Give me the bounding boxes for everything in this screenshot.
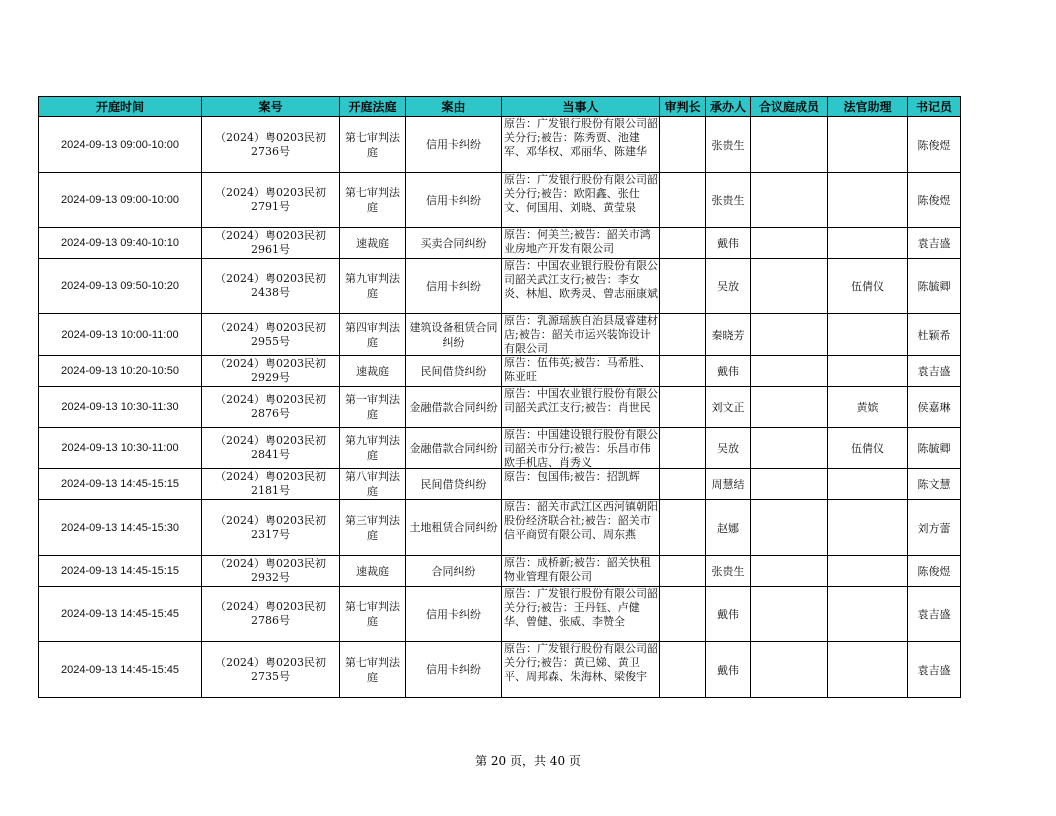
- cell-clerk: 陈俊煜: [908, 117, 961, 173]
- cell-judge-assistant: [828, 587, 908, 642]
- cell-courtroom: 第四审判法庭: [340, 314, 406, 356]
- cell-cause: 民间借贷纠纷: [406, 469, 502, 500]
- cell-handler: 戴伟: [706, 642, 751, 698]
- cell-hearing-time: 2024-09-13 09:00-10:00: [39, 173, 202, 228]
- cell-panel-members: [751, 587, 828, 642]
- cell-panel-members: [751, 356, 828, 387]
- cell-courtroom: 第一审判法庭: [340, 387, 406, 428]
- cell-parties: 原告：乳源瑶族自治县晟睿建材店;被告：韶关市运兴装饰设计有限公司: [502, 314, 660, 356]
- header-courtroom: 开庭法庭: [340, 97, 406, 117]
- cell-handler: 戴伟: [706, 228, 751, 259]
- cell-clerk: 袁吉盛: [908, 642, 961, 698]
- cell-courtroom: 第七审判法庭: [340, 642, 406, 698]
- cell-courtroom: 第三审判法庭: [340, 500, 406, 556]
- table-row: [39, 356, 961, 387]
- cell-judge-assistant: [828, 228, 908, 259]
- cell-case-number: （2024）粤0203民初2317号: [202, 500, 340, 556]
- cell-handler: 戴伟: [706, 356, 751, 387]
- table-row: [39, 428, 961, 469]
- cell-panel-members: [751, 500, 828, 556]
- cell-presiding-judge: [660, 469, 706, 500]
- cell-panel-members: [751, 314, 828, 356]
- cell-presiding-judge: [660, 587, 706, 642]
- table-row: [39, 228, 961, 259]
- cell-handler: 赵娜: [706, 500, 751, 556]
- table-row: [39, 173, 961, 228]
- cell-hearing-time: 2024-09-13 14:45-15:45: [39, 642, 202, 698]
- cell-clerk: 刘方蕾: [908, 500, 961, 556]
- table-row: [39, 500, 961, 556]
- table-row: [39, 259, 961, 314]
- cell-judge-assistant: 伍倩仪: [828, 428, 908, 469]
- cell-cause: 信用卡纠纷: [406, 173, 502, 228]
- cell-courtroom: 速裁庭: [340, 356, 406, 387]
- cell-cause: 信用卡纠纷: [406, 642, 502, 698]
- cell-clerk: 陈毓卿: [908, 259, 961, 314]
- cell-courtroom: 第七审判法庭: [340, 117, 406, 173]
- cell-parties: 原告：中国农业银行股份有限公司韶关武江支行;被告：李女炎、林旭、欧秀灵、曾志丽康斌: [502, 259, 660, 314]
- header-cause: 案由: [406, 97, 502, 117]
- cell-courtroom: 第八审判法庭: [340, 469, 406, 500]
- cell-cause: 金融借款合同纠纷: [406, 387, 502, 428]
- cell-case-number: （2024）粤0203民初2841号: [202, 428, 340, 469]
- cell-cause: 民间借贷纠纷: [406, 356, 502, 387]
- header-parties: 当事人: [502, 97, 660, 117]
- cell-clerk: 杜颖希: [908, 314, 961, 356]
- cell-clerk: 袁吉盛: [908, 587, 961, 642]
- cell-case-number: （2024）粤0203民初2438号: [202, 259, 340, 314]
- cell-case-number: （2024）粤0203民初2961号: [202, 228, 340, 259]
- cell-hearing-time: 2024-09-13 09:50-10:20: [39, 259, 202, 314]
- cell-parties: 原告：成桥新;被告：韶关快租物业管理有限公司: [502, 556, 660, 587]
- cell-judge-assistant: 黄嫔: [828, 387, 908, 428]
- cell-handler: 周慧结: [706, 469, 751, 500]
- cell-judge-assistant: [828, 469, 908, 500]
- cell-case-number: （2024）粤0203民初2735号: [202, 642, 340, 698]
- cell-hearing-time: 2024-09-13 10:20-10:50: [39, 356, 202, 387]
- cell-cause: 信用卡纠纷: [406, 117, 502, 173]
- cell-cause: 土地租赁合同纠纷: [406, 500, 502, 556]
- cell-presiding-judge: [660, 173, 706, 228]
- cell-cause: 金融借款合同纠纷: [406, 428, 502, 469]
- cell-parties: 原告：广发银行股份有限公司韶关分行;被告：黄已娣、黄卫平、周邦森、朱海林、梁俊宇: [502, 642, 660, 698]
- cell-handler: 吴放: [706, 259, 751, 314]
- cell-handler: 刘文正: [706, 387, 751, 428]
- cell-courtroom: 第七审判法庭: [340, 173, 406, 228]
- cell-clerk: 陈俊煜: [908, 173, 961, 228]
- page-footer: 第 20 页，共 40 页: [475, 754, 581, 768]
- cell-presiding-judge: [660, 387, 706, 428]
- cell-parties: 原告：中国农业银行股份有限公司韶关武江支行;被告：肖世民: [502, 387, 660, 428]
- cell-handler: 张贵生: [706, 556, 751, 587]
- cell-courtroom: 第九审判法庭: [340, 259, 406, 314]
- cell-parties: 原告：中国建设银行股份有限公司韶关市分行;被告：乐昌市伟欧手机店、肖秀义: [502, 428, 660, 469]
- cell-clerk: 陈毓卿: [908, 428, 961, 469]
- cell-presiding-judge: [660, 556, 706, 587]
- cell-judge-assistant: [828, 173, 908, 228]
- cell-case-number: （2024）粤0203民初2736号: [202, 117, 340, 173]
- cell-cause: 买卖合同纠纷: [406, 228, 502, 259]
- cell-panel-members: [751, 259, 828, 314]
- cell-case-number: （2024）粤0203民初2955号: [202, 314, 340, 356]
- cell-clerk: 袁吉盛: [908, 228, 961, 259]
- cell-parties: 原告：广发银行股份有限公司韶关分行;被告：陈秀贾、池建军、邓华权、邓丽华、陈建华: [502, 117, 660, 173]
- cell-hearing-time: 2024-09-13 14:45-15:30: [39, 500, 202, 556]
- cell-handler: 张贵生: [706, 173, 751, 228]
- cell-cause: 建筑设备租赁合同纠纷: [406, 314, 502, 356]
- cell-case-number: （2024）粤0203民初2786号: [202, 587, 340, 642]
- cell-hearing-time: 2024-09-13 10:00-11:00: [39, 314, 202, 356]
- cell-handler: 张贵生: [706, 117, 751, 173]
- cell-panel-members: [751, 117, 828, 173]
- cell-clerk: 袁吉盛: [908, 356, 961, 387]
- cell-hearing-time: 2024-09-13 14:45-15:15: [39, 469, 202, 500]
- header-judge-assistant: 法官助理: [828, 97, 908, 117]
- cell-case-number: （2024）粤0203民初2181号: [202, 469, 340, 500]
- cell-clerk: 陈文慧: [908, 469, 961, 500]
- cell-judge-assistant: [828, 642, 908, 698]
- cell-panel-members: [751, 469, 828, 500]
- cell-hearing-time: 2024-09-13 09:00-10:00: [39, 117, 202, 173]
- cell-cause: 合同纠纷: [406, 556, 502, 587]
- table-row: [39, 387, 961, 428]
- cell-presiding-judge: [660, 356, 706, 387]
- table-row: [39, 117, 961, 173]
- cell-courtroom: 速裁庭: [340, 556, 406, 587]
- cell-case-number: （2024）粤0203民初2791号: [202, 173, 340, 228]
- cell-presiding-judge: [660, 642, 706, 698]
- cell-case-number: （2024）粤0203民初2929号: [202, 356, 340, 387]
- cell-parties: 原告：何美兰;被告：韶关市鸿业房地产开发有限公司: [502, 228, 660, 259]
- cell-case-number: （2024）粤0203民初2876号: [202, 387, 340, 428]
- cell-judge-assistant: [828, 356, 908, 387]
- cell-parties: 原告：广发银行股份有限公司韶关分行;被告：欧阳鑫、张仕文、何国用、刘晓、黄莹泉: [502, 173, 660, 228]
- cell-panel-members: [751, 428, 828, 469]
- cell-parties: 原告：广发银行股份有限公司韶关分行;被告：王丹钰、卢健华、曾健、张威、李赞全: [502, 587, 660, 642]
- table-row: [39, 469, 961, 500]
- cell-presiding-judge: [660, 314, 706, 356]
- cell-presiding-judge: [660, 117, 706, 173]
- table-row: [39, 314, 961, 356]
- cell-clerk: 侯嘉琳: [908, 387, 961, 428]
- cell-judge-assistant: [828, 314, 908, 356]
- header-clerk: 书记员: [908, 97, 961, 117]
- header-handler: 承办人: [706, 97, 751, 117]
- cell-judge-assistant: 伍倩仪: [828, 259, 908, 314]
- cell-hearing-time: 2024-09-13 10:30-11:30: [39, 387, 202, 428]
- cell-case-number: （2024）粤0203民初2932号: [202, 556, 340, 587]
- cell-judge-assistant: [828, 117, 908, 173]
- cell-presiding-judge: [660, 428, 706, 469]
- header-panel-members: 合议庭成员: [751, 97, 828, 117]
- header-case-number: 案号: [202, 97, 340, 117]
- cell-handler: 吴放: [706, 428, 751, 469]
- cell-panel-members: [751, 556, 828, 587]
- cell-parties: 原告：包国伟;被告：招凯辉: [502, 469, 660, 500]
- cell-cause: 信用卡纠纷: [406, 259, 502, 314]
- cell-presiding-judge: [660, 500, 706, 556]
- cell-panel-members: [751, 642, 828, 698]
- table-row: [39, 642, 961, 698]
- cell-hearing-time: 2024-09-13 10:30-11:00: [39, 428, 202, 469]
- cell-parties: 原告：韶关市武江区西河镇朝阳股份经济联合社;被告：韶关市信平商贸有限公司、周东燕: [502, 500, 660, 556]
- cell-handler: 秦晓芳: [706, 314, 751, 356]
- table-row: [39, 556, 961, 587]
- cell-hearing-time: 2024-09-13 09:40-10:10: [39, 228, 202, 259]
- cell-panel-members: [751, 387, 828, 428]
- header-presiding-judge: 审判长: [660, 97, 706, 117]
- hearing-schedule-table: [38, 96, 961, 698]
- cell-judge-assistant: [828, 500, 908, 556]
- cell-courtroom: 速裁庭: [340, 228, 406, 259]
- table-header-row: [39, 97, 961, 117]
- cell-presiding-judge: [660, 228, 706, 259]
- cell-courtroom: 第九审判法庭: [340, 428, 406, 469]
- cell-hearing-time: 2024-09-13 14:45-15:15: [39, 556, 202, 587]
- cell-hearing-time: 2024-09-13 14:45-15:45: [39, 587, 202, 642]
- table-row: [39, 587, 961, 642]
- cell-judge-assistant: [828, 556, 908, 587]
- cell-handler: 戴伟: [706, 587, 751, 642]
- cell-panel-members: [751, 228, 828, 259]
- cell-parties: 原告：伍伟英;被告：马希胜、陈亚旺: [502, 356, 660, 387]
- header-hearing-time: 开庭时间: [39, 97, 202, 117]
- cell-cause: 信用卡纠纷: [406, 587, 502, 642]
- cell-courtroom: 第七审判法庭: [340, 587, 406, 642]
- cell-panel-members: [751, 173, 828, 228]
- cell-presiding-judge: [660, 259, 706, 314]
- cell-clerk: 陈俊煜: [908, 556, 961, 587]
